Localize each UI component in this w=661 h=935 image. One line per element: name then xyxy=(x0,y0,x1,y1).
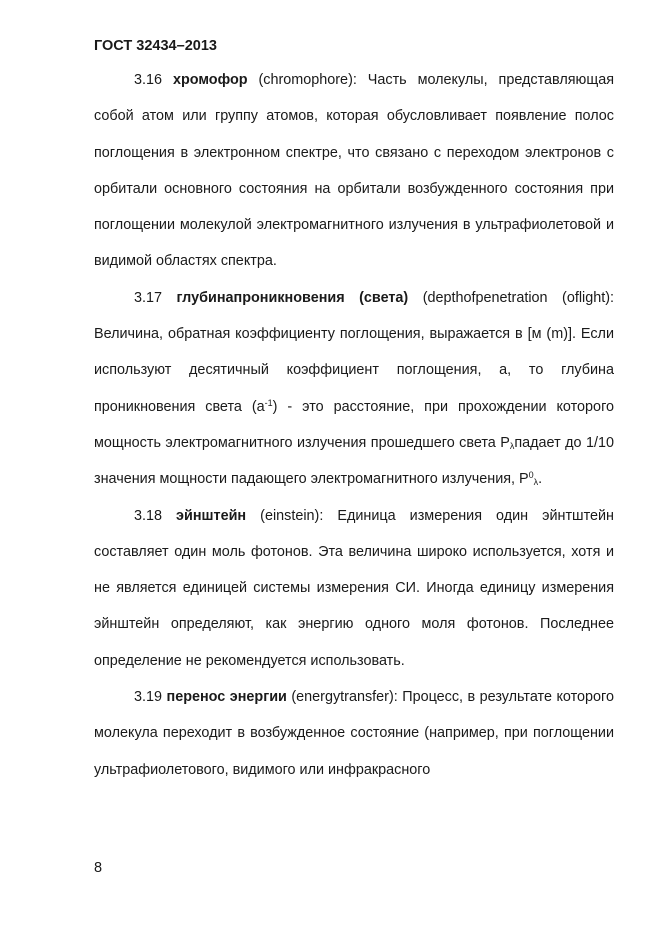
section-3-16 xyxy=(94,62,614,280)
section-text-continued-2: падает до 1/10 значения мощности падающего электромагнитного излучения, P xyxy=(94,434,615,488)
section-term: хромофор xyxy=(172,72,248,88)
document-header: ГОСТ 32434–2013 xyxy=(94,38,217,54)
section-text: (chromophore): Часть молекулы, представляющая собой атом или группу атомов, которая обусловливает появление полос поглощения в электронном спектре, что связано с переходом электронов с орбитали основного состояния на орбитали возбужденного состояния при поглощении молекулой электромагнитного излучения в ультрафиолетовой и видимой областях спектра. xyxy=(94,72,614,270)
superscript-zero: 0 xyxy=(528,470,534,481)
section-3-18 xyxy=(94,498,614,679)
section-term: глубинапроникновения (света) xyxy=(176,289,409,306)
document-body xyxy=(94,62,614,788)
section-number: 3.18 xyxy=(134,507,163,524)
section-term: эйнштейн xyxy=(176,507,247,524)
section-text-end: . xyxy=(538,471,543,488)
subscript-lambda-2: λ xyxy=(533,477,539,488)
section-term: перенос энергии xyxy=(166,689,287,706)
section-number: 3.16 xyxy=(134,72,163,88)
section-3-19 xyxy=(94,679,614,788)
page-number: 8 xyxy=(94,860,103,876)
section-text: (energytransfer): Процесс, в результате которого молекула переходит в возбужденное состояние (например, при поглощении ультрафиолетового, видимого или инфракрасного xyxy=(94,689,614,778)
section-text-continued: ) - это расстояние, при прохождении которого мощность электромагнитного излучения прошедшего света P xyxy=(94,398,614,451)
section-number: 3.19 xyxy=(134,689,163,706)
subscript-lambda: λ xyxy=(509,440,515,451)
section-text: (einstein): Единица измерения один эйнтштейн составляет один моль фотонов. Эта величина широко используется, хотя и не является единицей системы измерения СИ. Иногда единицу измерения эйнштейн определяют, как энергию одного моля фотонов. Последнее определение не рекомендуется использовать. xyxy=(94,507,614,669)
section-number: 3.17 xyxy=(134,289,163,306)
section-text: (depthofpenetration (oflight): Величина, обратная коэффициенту поглощения, выражается в [м (m)]. Если используют десятичный коэффициент поглощения, a, то глубина проникновения света (a xyxy=(94,289,615,415)
section-3-17 xyxy=(94,280,614,498)
superscript: -1 xyxy=(264,397,273,408)
